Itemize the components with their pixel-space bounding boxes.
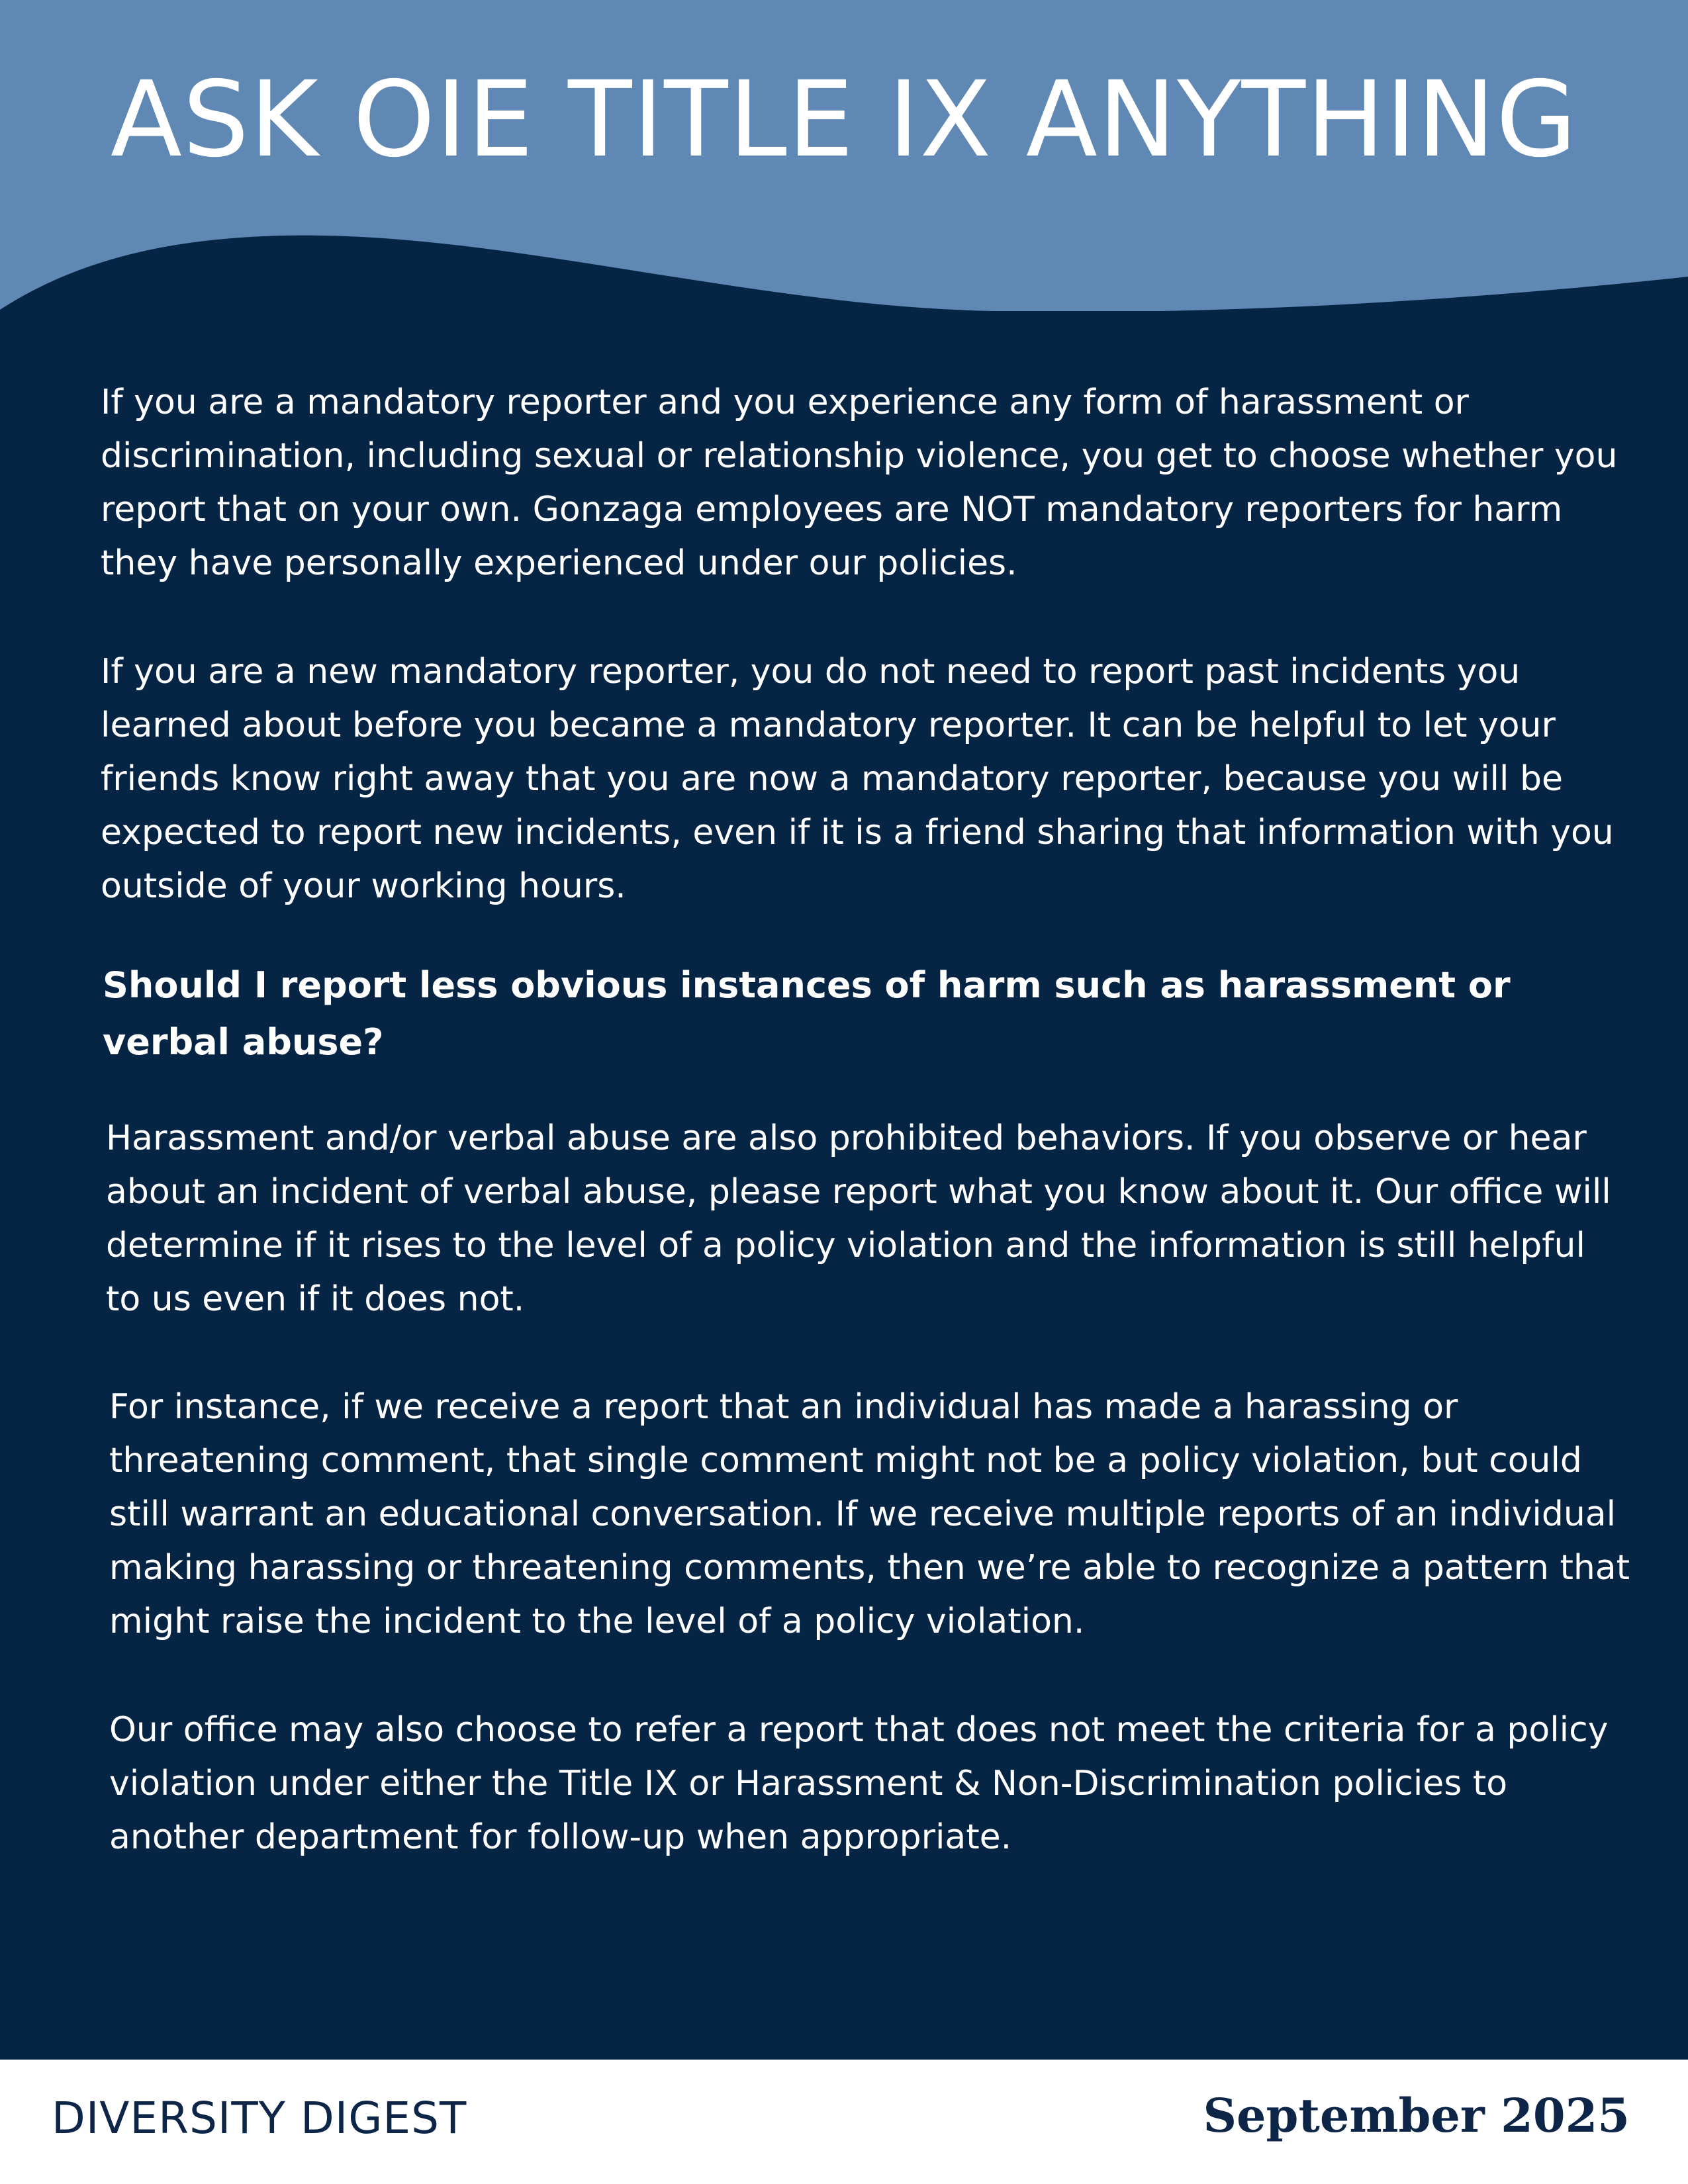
paragraph-new-mandatory-reporter: If you are a new mandatory reporter, you do not need to report past incidents you learned about before you became a mandatory reporter. It can be helpful to let your friends know right away that you are now a mandatory reporter, because you will be expected to report new incidents, even if it is a friend sharing that information with you outside of your working hours. [101, 652, 1614, 906]
answer-paragraph-harassment: Harassment and/or verbal abuse are also prohibited behaviors. If you observe or hear about an incident of verbal abuse, please report what you know about it. Our office will determine if it rises to the level of a policy violation and the information is still helpful to us even if it does not. [106, 1118, 1611, 1319]
answer-paragraph-instance: For instance, if we receive a report that an individual has made a harassing or threatening comment, that single comment might not be a policy violation, but could still warrant an educational conversation. If we receive multiple reports of an individual making harassing or threatening comments, then we’re able to recognize a pattern that might raise the incident to the level of a policy violation. [109, 1387, 1630, 1641]
issue-date: September 2025 [1203, 2088, 1630, 2143]
publication-name: DIVERSITY DIGEST [52, 2093, 467, 2144]
paragraph-mandatory-reporter-experience: If you are a mandatory reporter and you experience any form of harassment or discrimination, including sexual or relationship violence, you get to choose whether you report that on your own. Gonzaga employees are NOT mandatory reporters for harm they have personally experienced under our policies. [101, 383, 1618, 583]
page-title: ASK OIE TITLE IX ANYTHING [110, 59, 1578, 181]
answer-paragraph-referral: Our office may also choose to refer a report that does not meet the criteria for a policy violation under either the Title IX or Harassment & Non-Discrimination policies to another department for follow-up when appropriate. [109, 1710, 1609, 1857]
question-heading: Should I report less obvious instances of harm such as harassment or verbal abuse? [103, 964, 1511, 1063]
